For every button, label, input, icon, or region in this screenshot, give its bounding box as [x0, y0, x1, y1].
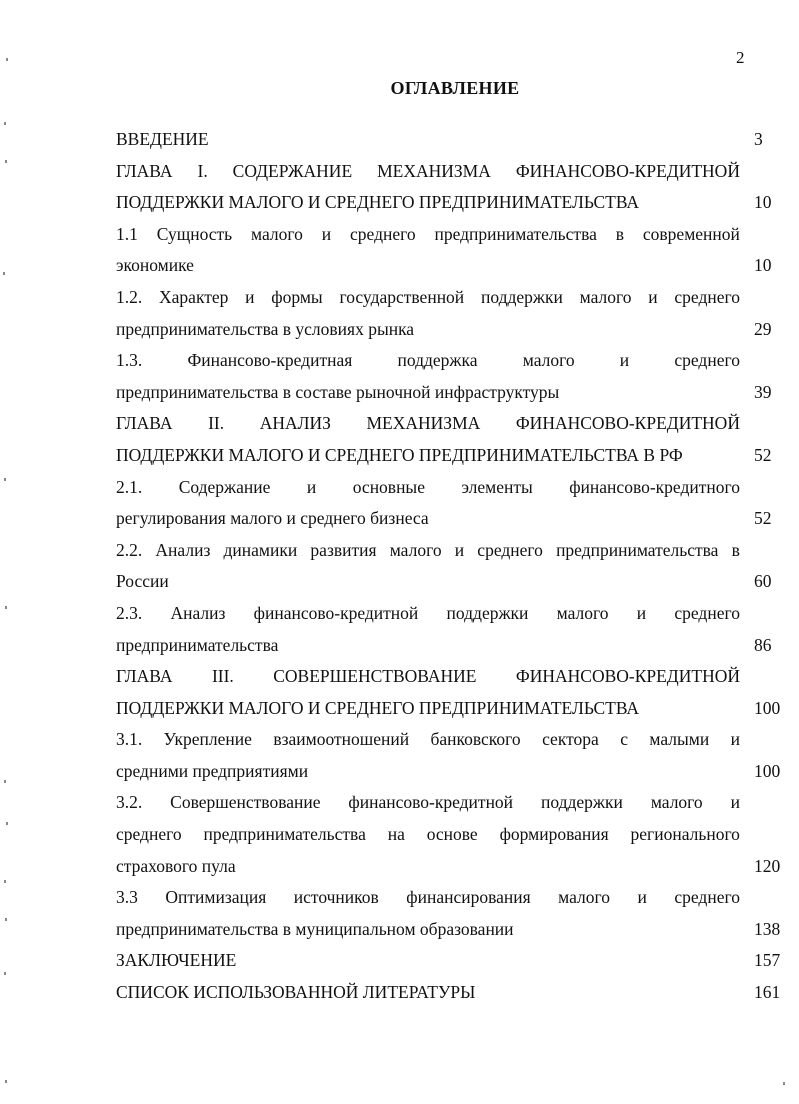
toc-line [116, 472, 782, 504]
toc-page-number: 157 [754, 950, 781, 971]
toc-entry-text: 2.2. Анализ динамики развития малого и среднего предпринимательства в [116, 539, 740, 560]
toc-entry-text: ГЛАВА III. СОВЕРШЕНСТВОВАНИЕ ФИНАНСОВО-КРЕДИТНОЙ [116, 666, 740, 687]
toc-page-number: 3 [754, 129, 763, 149]
toc-line [116, 314, 782, 346]
toc-entry-text: предпринимательства в условиях рынка [116, 318, 415, 339]
toc-entry [116, 156, 782, 219]
toc-entry-text: предпринимательства [116, 634, 279, 655]
toc-page-number: 100 [754, 760, 781, 781]
toc-page-number: 29 [754, 318, 772, 339]
toc-line [116, 724, 782, 756]
toc-page-number: 161 [754, 982, 781, 1003]
toc-entry-text: России [116, 571, 169, 592]
toc-line [116, 661, 782, 693]
toc-entry [116, 661, 782, 724]
toc-line [116, 156, 782, 188]
toc-line [116, 851, 782, 883]
toc-line [116, 124, 782, 156]
toc-line [116, 819, 782, 851]
toc-page-number: 120 [754, 855, 781, 876]
page-number: 2 [736, 48, 745, 67]
toc-entry-text: ПОДДЕРЖКИ МАЛОГО И СРЕДНЕГО ПРЕДПРИНИМАТЕЛЬСТВА В РФ [116, 444, 683, 465]
toc-line [116, 250, 782, 282]
toc-entry-text: 1.2. Характер и формы государственной поддержки малого и среднего [116, 286, 740, 307]
toc-entry [116, 282, 782, 345]
toc-entry [116, 408, 782, 471]
toc-entry [116, 345, 782, 408]
page-title: ОГЛАВЛЕНИЕ [390, 78, 520, 98]
toc-entry [116, 472, 782, 535]
toc-line [116, 756, 782, 788]
toc-line [116, 977, 782, 1009]
toc-entry [116, 977, 782, 1009]
toc-entry-text: предпринимательства в муниципальном образовании [116, 918, 514, 939]
toc-entry [116, 787, 782, 882]
toc-entry [116, 945, 782, 977]
table-of-contents [116, 124, 782, 1009]
toc-entry-text: СПИСОК ИСПОЛЬЗОВАННОЙ ЛИТЕРАТУРЫ [116, 982, 476, 1003]
toc-entry [116, 535, 782, 598]
toc-entry-text: среднего предпринимательства на основе формирования регионального [116, 824, 740, 845]
toc-line [116, 882, 782, 914]
toc-entry-text: 3.2. Совершенствование финансово-кредитной поддержки малого и [116, 792, 740, 813]
toc-line [116, 219, 782, 251]
toc-line [116, 598, 782, 630]
toc-line [116, 914, 782, 946]
toc-line [116, 566, 782, 598]
toc-line [116, 945, 782, 977]
toc-entry-text: страхового пула [116, 855, 236, 876]
toc-entry [116, 882, 782, 945]
toc-page-number: 39 [754, 381, 772, 402]
toc-page-number: 86 [754, 634, 772, 655]
toc-entry-text: 2.1. Содержание и основные элементы финансово-кредитного [116, 476, 740, 497]
toc-line [116, 630, 782, 662]
toc-line [116, 187, 782, 219]
toc-line [116, 503, 782, 535]
toc-entry [116, 219, 782, 282]
toc-page-number: 10 [754, 192, 772, 213]
toc-entry-text: 3.3 Оптимизация источников финансирования малого и среднего [116, 887, 740, 908]
toc-entry [116, 724, 782, 787]
toc-entry-text: предпринимательства в составе рыночной инфраструктуры [116, 381, 560, 402]
toc-line [116, 345, 782, 377]
toc-page-number: 100 [754, 697, 781, 718]
toc-line [116, 535, 782, 567]
toc-entry-text: ВВЕДЕНИЕ [116, 129, 209, 149]
toc-entry-text: ГЛАВА I. СОДЕРЖАНИЕ МЕХАНИЗМА ФИНАНСОВО-КРЕДИТНОЙ [116, 160, 740, 181]
toc-entry-text: ПОДДЕРЖКИ МАЛОГО И СРЕДНЕГО ПРЕДПРИНИМАТЕЛЬСТВА [116, 697, 640, 718]
toc-entry-text: 1.3. Финансово-кредитная поддержка малого и среднего [116, 350, 740, 371]
toc-entry-text: ЗАКЛЮЧЕНИЕ [116, 950, 237, 971]
toc-page-number: 52 [754, 444, 772, 465]
toc-line [116, 377, 782, 409]
toc-line [116, 440, 782, 472]
toc-page-number: 60 [754, 571, 772, 592]
toc-entry [116, 598, 782, 661]
toc-entry-text: экономике [116, 255, 194, 276]
toc-line [116, 693, 782, 725]
toc-page-number: 138 [754, 918, 781, 939]
toc-entry [116, 124, 782, 156]
toc-line [116, 282, 782, 314]
toc-entry-text: регулирования малого и среднего бизнеса [116, 508, 429, 529]
toc-page-number: 10 [754, 255, 772, 276]
toc-entry-text: 2.3. Анализ финансово-кредитной поддержки малого и среднего [116, 602, 740, 623]
toc-page-number: 52 [754, 508, 772, 529]
toc-entry-text: 1.1 Сущность малого и среднего предпринимательства в современной [116, 223, 740, 244]
toc-line [116, 408, 782, 440]
toc-entry-text: ГЛАВА II. АНАЛИЗ МЕХАНИЗМА ФИНАНСОВО-КРЕДИТНОЙ [116, 413, 740, 434]
toc-entry-text: 3.1. Укрепление взаимоотношений банковского сектора с малыми и [116, 729, 740, 750]
toc-entry-text: средними предприятиями [116, 760, 309, 781]
toc-line [116, 787, 782, 819]
toc-entry-text: ПОДДЕРЖКИ МАЛОГО И СРЕДНЕГО ПРЕДПРИНИМАТЕЛЬСТВА [116, 192, 640, 213]
